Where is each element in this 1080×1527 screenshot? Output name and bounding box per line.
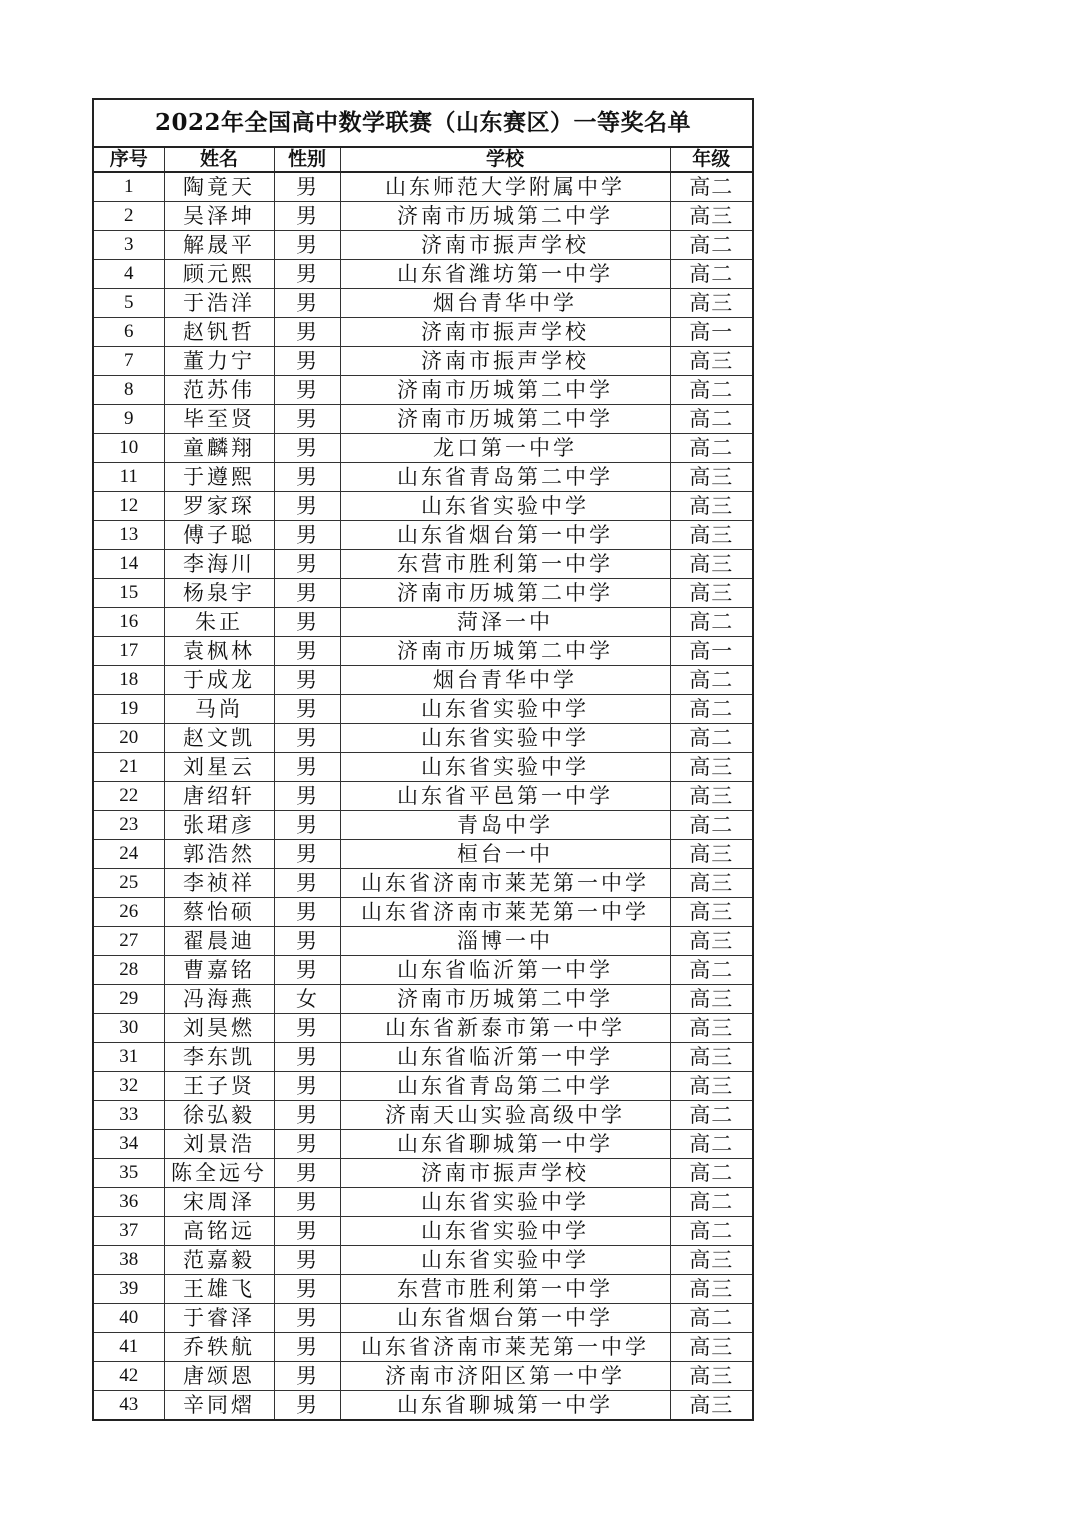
- cell-grade: 高二: [670, 260, 752, 289]
- cell-gender: 男: [274, 1101, 340, 1130]
- cell-gender: 男: [274, 637, 340, 666]
- cell-name: 于遵熙: [164, 463, 274, 492]
- cell-seq: 35: [94, 1159, 164, 1188]
- header-grade: 年级: [670, 148, 752, 172]
- cell-school: 山东省新泰市第一中学: [340, 1014, 670, 1043]
- cell-gender: 男: [274, 1333, 340, 1362]
- cell-school: 青岛中学: [340, 811, 670, 840]
- cell-gender: 男: [274, 405, 340, 434]
- table-row: [94, 376, 752, 405]
- cell-name: 杨泉宇: [164, 579, 274, 608]
- table-row: [94, 434, 752, 463]
- cell-name: 刘星云: [164, 753, 274, 782]
- cell-seq: 25: [94, 869, 164, 898]
- cell-grade: 高三: [670, 1014, 752, 1043]
- table-row: [94, 898, 752, 927]
- cell-school: 济南市历城第二中学: [340, 985, 670, 1014]
- cell-seq: 37: [94, 1217, 164, 1246]
- cell-name: 王雄飞: [164, 1275, 274, 1304]
- cell-seq: 16: [94, 608, 164, 637]
- cell-gender: 男: [274, 753, 340, 782]
- cell-gender: 男: [274, 811, 340, 840]
- cell-grade: 高二: [670, 405, 752, 434]
- cell-seq: 6: [94, 318, 164, 347]
- cell-gender: 男: [274, 231, 340, 260]
- table-row: [94, 1304, 752, 1333]
- cell-seq: 15: [94, 579, 164, 608]
- cell-grade: 高三: [670, 1275, 752, 1304]
- cell-seq: 23: [94, 811, 164, 840]
- cell-school: 济南市历城第二中学: [340, 202, 670, 231]
- table-row: [94, 724, 752, 753]
- table-row: [94, 347, 752, 376]
- cell-grade: 高一: [670, 318, 752, 347]
- cell-name: 朱正: [164, 608, 274, 637]
- cell-gender: 男: [274, 666, 340, 695]
- cell-gender: 男: [274, 1246, 340, 1275]
- cell-grade: 高三: [670, 840, 752, 869]
- cell-grade: 高三: [670, 1043, 752, 1072]
- cell-gender: 男: [274, 956, 340, 985]
- cell-name: 刘景浩: [164, 1130, 274, 1159]
- cell-seq: 41: [94, 1333, 164, 1362]
- cell-seq: 2: [94, 202, 164, 231]
- cell-name: 顾元熙: [164, 260, 274, 289]
- table-row: [94, 172, 752, 202]
- cell-grade: 高二: [670, 376, 752, 405]
- table-row: [94, 956, 752, 985]
- cell-name: 郭浩然: [164, 840, 274, 869]
- cell-seq: 32: [94, 1072, 164, 1101]
- cell-school: 山东省实验中学: [340, 724, 670, 753]
- cell-seq: 4: [94, 260, 164, 289]
- cell-seq: 40: [94, 1304, 164, 1333]
- table-row: [94, 637, 752, 666]
- table-row: [94, 666, 752, 695]
- table-row: [94, 1130, 752, 1159]
- cell-grade: 高二: [670, 1159, 752, 1188]
- cell-name: 罗家琛: [164, 492, 274, 521]
- cell-school: 山东省实验中学: [340, 1188, 670, 1217]
- cell-grade: 高三: [670, 347, 752, 376]
- cell-name: 李东凯: [164, 1043, 274, 1072]
- cell-grade: 高二: [670, 1188, 752, 1217]
- cell-name: 乔轶航: [164, 1333, 274, 1362]
- cell-grade: 高三: [670, 985, 752, 1014]
- cell-name: 陈全远兮: [164, 1159, 274, 1188]
- cell-gender: 男: [274, 927, 340, 956]
- cell-grade: 高二: [670, 172, 752, 202]
- table-body: [94, 172, 752, 1419]
- cell-gender: 男: [274, 463, 340, 492]
- cell-school: 山东省济南市莱芜第一中学: [340, 898, 670, 927]
- cell-gender: 男: [274, 1362, 340, 1391]
- cell-school: 济南市振声学校: [340, 347, 670, 376]
- cell-gender: 男: [274, 782, 340, 811]
- cell-gender: 男: [274, 579, 340, 608]
- cell-school: 山东省济南市莱芜第一中学: [340, 1333, 670, 1362]
- cell-grade: 高三: [670, 463, 752, 492]
- cell-school: 山东省青岛第二中学: [340, 1072, 670, 1101]
- cell-grade: 高三: [670, 1391, 752, 1420]
- cell-school: 济南天山实验高级中学: [340, 1101, 670, 1130]
- cell-school: 东营市胜利第一中学: [340, 550, 670, 579]
- cell-gender: 女: [274, 985, 340, 1014]
- cell-gender: 男: [274, 347, 340, 376]
- cell-grade: 高二: [670, 1217, 752, 1246]
- table-row: [94, 1362, 752, 1391]
- cell-school: 山东省实验中学: [340, 492, 670, 521]
- cell-school: 山东省青岛第二中学: [340, 463, 670, 492]
- cell-school: 济南市历城第二中学: [340, 376, 670, 405]
- cell-seq: 27: [94, 927, 164, 956]
- cell-seq: 12: [94, 492, 164, 521]
- cell-name: 翟晨迪: [164, 927, 274, 956]
- cell-gender: 男: [274, 434, 340, 463]
- cell-gender: 男: [274, 1043, 340, 1072]
- cell-name: 范嘉毅: [164, 1246, 274, 1275]
- cell-school: 济南市历城第二中学: [340, 637, 670, 666]
- cell-school: 山东省实验中学: [340, 753, 670, 782]
- table-row: [94, 463, 752, 492]
- table-row: [94, 521, 752, 550]
- cell-grade: 高一: [670, 637, 752, 666]
- cell-name: 范苏伟: [164, 376, 274, 405]
- cell-school: 山东省实验中学: [340, 695, 670, 724]
- cell-school: 山东省潍坊第一中学: [340, 260, 670, 289]
- cell-seq: 42: [94, 1362, 164, 1391]
- cell-seq: 11: [94, 463, 164, 492]
- cell-gender: 男: [274, 172, 340, 202]
- table-row: [94, 782, 752, 811]
- cell-gender: 男: [274, 724, 340, 753]
- cell-name: 傅子聪: [164, 521, 274, 550]
- table-row: [94, 1101, 752, 1130]
- cell-grade: 高二: [670, 434, 752, 463]
- cell-gender: 男: [274, 840, 340, 869]
- table-row: [94, 1188, 752, 1217]
- table-row: [94, 260, 752, 289]
- cell-grade: 高三: [670, 289, 752, 318]
- cell-name: 于睿泽: [164, 1304, 274, 1333]
- cell-gender: 男: [274, 492, 340, 521]
- cell-grade: 高三: [670, 521, 752, 550]
- cell-school: 山东省平邑第一中学: [340, 782, 670, 811]
- cell-gender: 男: [274, 869, 340, 898]
- table-row: [94, 492, 752, 521]
- cell-school: 济南市振声学校: [340, 231, 670, 260]
- cell-school: 山东省济南市莱芜第一中学: [340, 869, 670, 898]
- cell-grade: 高三: [670, 927, 752, 956]
- cell-school: 东营市胜利第一中学: [340, 1275, 670, 1304]
- table-row: [94, 1159, 752, 1188]
- cell-seq: 22: [94, 782, 164, 811]
- cell-seq: 9: [94, 405, 164, 434]
- cell-name: 袁枫林: [164, 637, 274, 666]
- cell-school: 济南市振声学校: [340, 1159, 670, 1188]
- cell-school: 山东省临沂第一中学: [340, 956, 670, 985]
- cell-name: 唐绍轩: [164, 782, 274, 811]
- cell-name: 唐颂恩: [164, 1362, 274, 1391]
- cell-name: 宋周泽: [164, 1188, 274, 1217]
- cell-name: 董力宁: [164, 347, 274, 376]
- cell-gender: 男: [274, 1014, 340, 1043]
- cell-gender: 男: [274, 318, 340, 347]
- cell-name: 童麟翔: [164, 434, 274, 463]
- cell-school: 山东省实验中学: [340, 1217, 670, 1246]
- table-row: [94, 811, 752, 840]
- table-row: [94, 202, 752, 231]
- cell-grade: 高二: [670, 1304, 752, 1333]
- cell-gender: 男: [274, 202, 340, 231]
- cell-school: 烟台青华中学: [340, 289, 670, 318]
- table-row: [94, 1246, 752, 1275]
- cell-gender: 男: [274, 1130, 340, 1159]
- cell-grade: 高三: [670, 782, 752, 811]
- table-row: [94, 1391, 752, 1420]
- cell-gender: 男: [274, 260, 340, 289]
- cell-seq: 20: [94, 724, 164, 753]
- cell-grade: 高二: [670, 811, 752, 840]
- table-row: [94, 231, 752, 260]
- cell-seq: 31: [94, 1043, 164, 1072]
- cell-gender: 男: [274, 898, 340, 927]
- cell-name: 张珺彦: [164, 811, 274, 840]
- cell-name: 高铭远: [164, 1217, 274, 1246]
- cell-school: 龙口第一中学: [340, 434, 670, 463]
- cell-grade: 高二: [670, 695, 752, 724]
- table-row: [94, 927, 752, 956]
- cell-school: 济南市济阳区第一中学: [340, 1362, 670, 1391]
- table-row: [94, 318, 752, 347]
- cell-gender: 男: [274, 376, 340, 405]
- header-gender: 性别: [274, 148, 340, 172]
- cell-grade: 高二: [670, 1101, 752, 1130]
- cell-seq: 10: [94, 434, 164, 463]
- cell-grade: 高二: [670, 724, 752, 753]
- cell-school: 济南市历城第二中学: [340, 405, 670, 434]
- cell-school: 淄博一中: [340, 927, 670, 956]
- table-row: [94, 1217, 752, 1246]
- cell-grade: 高三: [670, 1333, 752, 1362]
- cell-grade: 高二: [670, 1130, 752, 1159]
- cell-school: 山东省临沂第一中学: [340, 1043, 670, 1072]
- table-row: [94, 608, 752, 637]
- cell-gender: 男: [274, 1188, 340, 1217]
- cell-seq: 14: [94, 550, 164, 579]
- cell-seq: 18: [94, 666, 164, 695]
- cell-seq: 19: [94, 695, 164, 724]
- cell-seq: 1: [94, 172, 164, 202]
- cell-gender: 男: [274, 1304, 340, 1333]
- table-header-row: [94, 148, 752, 172]
- cell-name: 赵文凯: [164, 724, 274, 753]
- cell-name: 赵钒哲: [164, 318, 274, 347]
- table-row: [94, 1275, 752, 1304]
- cell-name: 毕至贤: [164, 405, 274, 434]
- header-school: 学校: [340, 148, 670, 172]
- cell-school: 烟台青华中学: [340, 666, 670, 695]
- cell-name: 于成龙: [164, 666, 274, 695]
- cell-gender: 男: [274, 1159, 340, 1188]
- cell-seq: 39: [94, 1275, 164, 1304]
- table-row: [94, 840, 752, 869]
- cell-seq: 21: [94, 753, 164, 782]
- cell-school: 山东省实验中学: [340, 1246, 670, 1275]
- cell-name: 辛同熠: [164, 1391, 274, 1420]
- header-name: 姓名: [164, 148, 274, 172]
- cell-name: 徐弘毅: [164, 1101, 274, 1130]
- table-row: [94, 1333, 752, 1362]
- table-row: [94, 1014, 752, 1043]
- award-list-sheet: [92, 98, 754, 1421]
- cell-name: 蔡怡硕: [164, 898, 274, 927]
- cell-seq: 13: [94, 521, 164, 550]
- cell-grade: 高二: [670, 956, 752, 985]
- cell-gender: 男: [274, 550, 340, 579]
- cell-name: 马尚: [164, 695, 274, 724]
- table-row: [94, 1072, 752, 1101]
- cell-seq: 28: [94, 956, 164, 985]
- cell-school: 菏泽一中: [340, 608, 670, 637]
- cell-seq: 38: [94, 1246, 164, 1275]
- cell-name: 李祯祥: [164, 869, 274, 898]
- cell-grade: 高三: [670, 1246, 752, 1275]
- cell-seq: 33: [94, 1101, 164, 1130]
- cell-seq: 3: [94, 231, 164, 260]
- table-row: [94, 1043, 752, 1072]
- cell-gender: 男: [274, 1072, 340, 1101]
- cell-grade: 高三: [670, 898, 752, 927]
- cell-school: 济南市振声学校: [340, 318, 670, 347]
- cell-name: 李海川: [164, 550, 274, 579]
- cell-seq: 36: [94, 1188, 164, 1217]
- cell-name: 解晟平: [164, 231, 274, 260]
- cell-seq: 30: [94, 1014, 164, 1043]
- cell-seq: 43: [94, 1391, 164, 1420]
- table-row: [94, 985, 752, 1014]
- table-row: [94, 405, 752, 434]
- table-row: [94, 695, 752, 724]
- document-title: 2022年全国高中数学联赛（山东赛区）一等奖名单: [94, 100, 752, 148]
- cell-school: 桓台一中: [340, 840, 670, 869]
- cell-grade: 高二: [670, 608, 752, 637]
- cell-grade: 高三: [670, 753, 752, 782]
- cell-name: 于浩洋: [164, 289, 274, 318]
- cell-school: 山东省聊城第一中学: [340, 1391, 670, 1420]
- table-row: [94, 579, 752, 608]
- cell-school: 山东省烟台第一中学: [340, 521, 670, 550]
- cell-seq: 34: [94, 1130, 164, 1159]
- cell-gender: 男: [274, 1275, 340, 1304]
- cell-seq: 24: [94, 840, 164, 869]
- cell-name: 陶竟天: [164, 172, 274, 202]
- cell-grade: 高三: [670, 1072, 752, 1101]
- cell-gender: 男: [274, 695, 340, 724]
- cell-seq: 7: [94, 347, 164, 376]
- cell-gender: 男: [274, 1391, 340, 1420]
- cell-school: 山东师范大学附属中学: [340, 172, 670, 202]
- cell-name: 王子贤: [164, 1072, 274, 1101]
- table-row: [94, 550, 752, 579]
- cell-grade: 高三: [670, 869, 752, 898]
- cell-name: 吴泽坤: [164, 202, 274, 231]
- cell-grade: 高三: [670, 492, 752, 521]
- cell-grade: 高三: [670, 202, 752, 231]
- cell-grade: 高三: [670, 1362, 752, 1391]
- cell-gender: 男: [274, 1217, 340, 1246]
- table-row: [94, 753, 752, 782]
- cell-grade: 高三: [670, 550, 752, 579]
- cell-seq: 26: [94, 898, 164, 927]
- cell-name: 冯海燕: [164, 985, 274, 1014]
- header-seq: 序号: [94, 148, 164, 172]
- table-row: [94, 289, 752, 318]
- cell-name: 刘昊燃: [164, 1014, 274, 1043]
- table-row: [94, 869, 752, 898]
- cell-school: 山东省烟台第一中学: [340, 1304, 670, 1333]
- cell-grade: 高三: [670, 579, 752, 608]
- cell-seq: 5: [94, 289, 164, 318]
- cell-gender: 男: [274, 289, 340, 318]
- cell-school: 山东省聊城第一中学: [340, 1130, 670, 1159]
- cell-name: 曹嘉铭: [164, 956, 274, 985]
- cell-seq: 29: [94, 985, 164, 1014]
- cell-grade: 高二: [670, 666, 752, 695]
- cell-grade: 高二: [670, 231, 752, 260]
- cell-gender: 男: [274, 521, 340, 550]
- cell-seq: 8: [94, 376, 164, 405]
- award-table: [94, 148, 752, 1419]
- cell-school: 济南市历城第二中学: [340, 579, 670, 608]
- cell-seq: 17: [94, 637, 164, 666]
- cell-gender: 男: [274, 608, 340, 637]
